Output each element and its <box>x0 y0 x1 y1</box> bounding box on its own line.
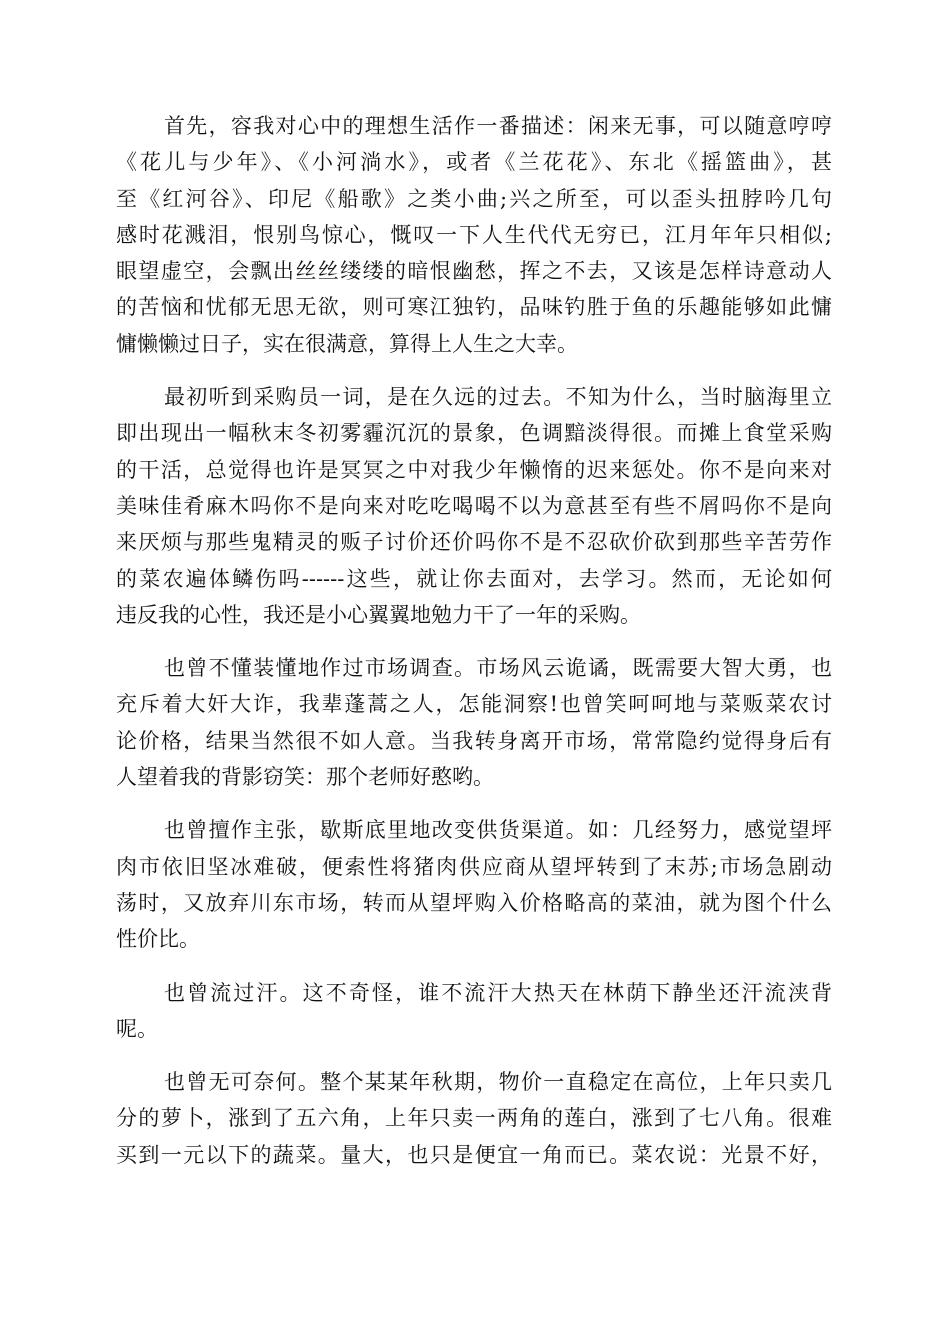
paragraph-market-survey <box>116 650 832 795</box>
text-line: 论价格，结果当然很不如人意。当我转身离开市场，常常隐约觉得身后有 <box>116 728 832 753</box>
paragraph-ideal-life <box>116 108 832 362</box>
text-line: 的干活，总觉得也许是冥冥之中对我少年懒惰的迟来惩处。你不是向来对 <box>116 457 832 482</box>
text-line: 呢。 <box>116 1016 158 1041</box>
text-line: 慵懒懒过日子，实在很满意，算得上人生之大幸。 <box>116 331 578 356</box>
text-line: 即出现出一幅秋末冬初雾霾沉沉的景象，色调黯淡得很。而摊上食堂采购 <box>116 421 832 446</box>
text-line: 荡时，又放弃川东市场，转而从望坪购入价格略高的菜油，就为图个什么 <box>116 890 832 915</box>
text-line: 也曾流过汗。这不奇怪，谁不流汗大热天在林荫下静坐还汗流浃背 <box>164 980 832 1005</box>
paragraph-sweat <box>116 975 832 1048</box>
text-line: 最初听到采购员一词，是在久远的过去。不知为什么，当时脑海里立 <box>164 385 832 410</box>
text-line: 买到一元以下的蔬菜。量大，也只是便宜一角而已。菜农说：光景不好， <box>116 1142 832 1167</box>
text-line: 来厌烦与那些鬼精灵的贩子讨价还价吗你不是不忍砍价砍到那些辛苦劳作 <box>116 530 832 555</box>
text-line: 的苦恼和忧郁无思无欲，则可寒江独钓，品味钓胜于鱼的乐趣能够如此慵 <box>116 295 832 320</box>
text-line: 眼望虚空，会飘出丝丝缕缕的暗恨幽愁，挥之不去，又该是怎样诗意动人 <box>116 259 832 284</box>
text-line: 肉市依旧坚冰难破，便索性将猪肉供应商从望坪转到了末苏;市场急剧动 <box>116 854 832 879</box>
text-line: 人望着我的背影窃笑：那个老师好憨哟。 <box>116 765 494 790</box>
text-line: 《花儿与少年》、《小河淌水》，或者《兰花花》、东北《摇篮曲》，甚 <box>116 150 832 175</box>
text-line: 至《红河谷》、印尼《船歌》之类小曲;兴之所至，可以歪头扭脖吟几句 <box>116 186 832 211</box>
text-line: 充斥着大奸大诈，我辈蓬蒿之人，怎能洞察!也曾笑呵呵地与菜贩菜农讨 <box>116 692 832 717</box>
text-line: 美味佳肴麻木吗你不是向来对吃吃喝喝不以为意甚至有些不屑吗你不是向 <box>116 493 832 518</box>
paragraph-purchaser <box>116 379 832 633</box>
text-line: 违反我的心性，我还是小心翼翼地勉力干了一年的采购。 <box>116 602 641 627</box>
text-line: 也曾无可奈何。整个某某年秋期，物价一直稳定在高位，上年只卖几 <box>164 1070 832 1095</box>
text-line: 也曾不懂装懂地作过市场调查。市场风云诡谲，既需要大智大勇，也 <box>164 656 832 681</box>
text-line: 性价比。 <box>116 927 200 952</box>
document-page <box>116 108 832 1173</box>
paragraph-prices <box>116 1064 832 1173</box>
text-line: 感时花溅泪，恨别鸟惊心，慨叹一下人生代代无穷已，江月年年只相似; <box>116 222 832 247</box>
text-line: 也曾擅作主张，歇斯底里地改变供货渠道。如：几经努力，感觉望坪 <box>164 818 832 843</box>
text-line: 分的萝卜，涨到了五六角，上年只卖一两角的莲白，涨到了七八角。很难 <box>116 1106 832 1131</box>
text-line: 的菜农遍体鳞伤吗------这些，就让你去面对，去学习。然而，无论如何 <box>116 566 832 591</box>
paragraph-supply-channel <box>116 812 832 957</box>
text-line: 首先，容我对心中的理想生活作一番描述：闲来无事，可以随意哼哼 <box>164 114 832 138</box>
